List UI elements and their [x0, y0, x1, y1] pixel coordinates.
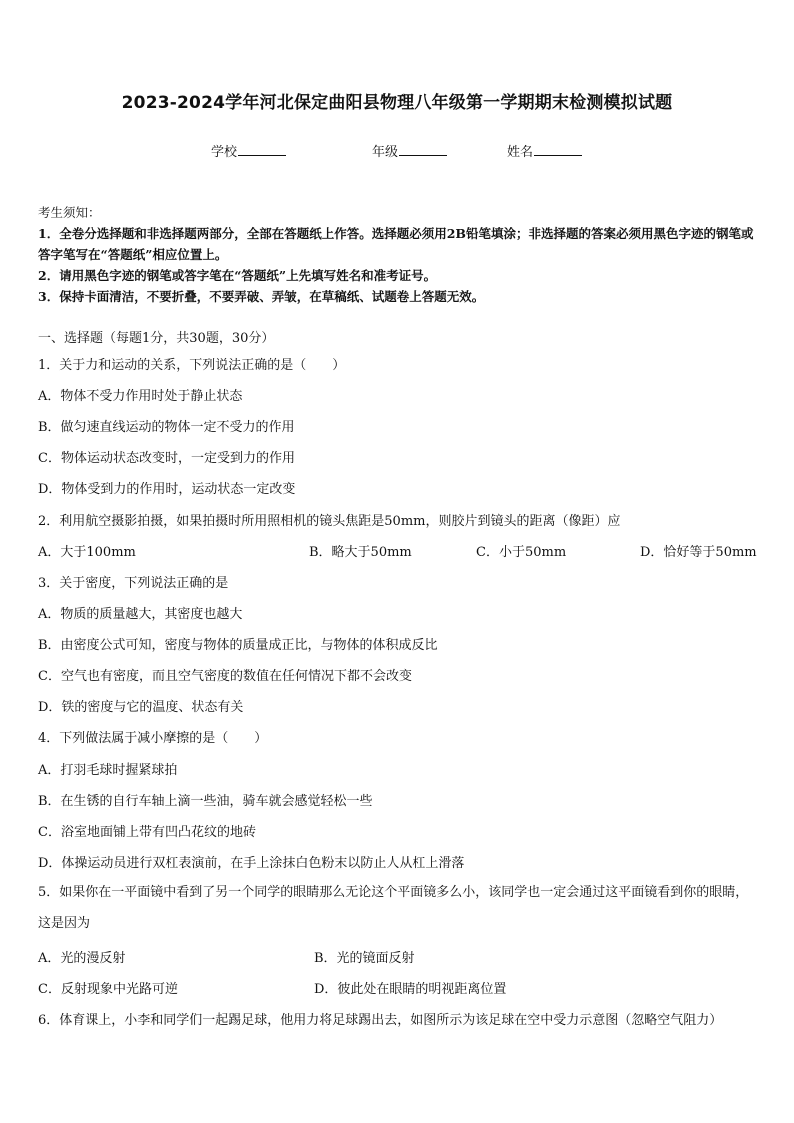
question-3-option-d: D．铁的密度与它的温度、状态有关 [38, 700, 244, 715]
question-4-stem: 4．下列做法属于减小摩擦的是（ ） [38, 731, 268, 746]
question-1-option-a: A．物体不受力作用时处于静止状态 [38, 389, 243, 404]
candidate-notice [38, 202, 758, 307]
question-5-option-b: B．光的镜面反射 [314, 951, 415, 966]
question-5-option-d: D．彼此处在眼睛的明视距离位置 [314, 982, 507, 997]
grade-field [372, 141, 447, 160]
grade-label: 年级 [372, 145, 399, 160]
school-field [211, 141, 286, 160]
exam-title: 2023-2024学年河北保定曲阳县物理八年级第一学期期末检测模拟试题 [121, 93, 673, 113]
question-4-option-d: D．体操运动员进行双杠表演前，在手上涂抹白色粉末以防止人从杠上滑落 [38, 856, 465, 871]
notice-item: 2．请用黑色字迹的钢笔或答字笔在“答题纸”上先填写姓名和准考证号。 [38, 268, 437, 283]
question-5-option-a: A．光的漫反射 [38, 951, 126, 966]
question-3-option-a: A．物质的质量越大，其密度也越大 [38, 607, 243, 622]
question-2-options [38, 541, 758, 561]
question-6-stem: 6．体育课上，小李和同学们一起踢足球，他用力将足球踢出去，如图所示为该足球在空中受力示意图（忽略空气阻力） [38, 1013, 723, 1028]
notice-item: 1．全卷分选择题和非选择题两部分，全部在答题纸上作答。选择题必须用2B铅笔填涂；非选择题的答案必须用黑色字迹的钢笔或答字笔写在“答题纸”相应位置上。 [38, 226, 754, 262]
question-1-stem: 1．关于力和运动的关系，下列说法正确的是（ ） [38, 358, 346, 373]
question-3-option-b: B．由密度公式可知，密度与物体的质量成正比，与物体的体积成反比 [38, 638, 438, 653]
question-3-stem: 3．关于密度，下列说法正确的是 [38, 576, 229, 591]
question-5-stem: 5．如果你在一平面镜中看到了另一个同学的眼睛那么无论这个平面镜多么小，该同学也一定会通过这平面镜看到你的眼睛，这是因为 [38, 885, 749, 931]
question-1-option-d: D．物体受到力的作用时，运动状态一定改变 [38, 482, 296, 497]
question-4-option-c: C．浴室地面铺上带有凹凸花纹的地砖 [38, 825, 256, 840]
question-3-option-c: C．空气也有密度，而且空气密度的数值在任何情况下都不会改变 [38, 669, 412, 684]
question-5-options-row-2 [38, 978, 758, 998]
question-1-option-b: B．做匀速直线运动的物体一定不受力的作用 [38, 420, 295, 435]
section-heading: 一、选择题（每题1分，共30题，30分） [38, 331, 275, 346]
school-blank [238, 143, 286, 156]
question-2-option-a: A．大于100mm [38, 545, 136, 560]
question-4-option-b: B．在生锈的自行车轴上滴一些油，骑车就会感觉轻松一些 [38, 794, 373, 809]
question-1-option-c: C．物体运动状态改变时，一定受到力的作用 [38, 451, 295, 466]
question-4-option-a: A．打羽毛球时握紧球拍 [38, 763, 178, 778]
name-label: 姓名 [507, 145, 534, 160]
question-5-options-row-1 [38, 947, 758, 967]
question-5-option-c: C．反射现象中光路可逆 [38, 982, 178, 997]
notice-item: 3．保持卡面清洁，不要折叠，不要弄破、弄皱，在草稿纸、试题卷上答题无效。 [38, 289, 485, 304]
notice-heading: 考生须知： [38, 205, 101, 220]
grade-blank [399, 143, 447, 156]
question-2-option-d: D．恰好等于50mm [640, 545, 757, 560]
name-field [507, 141, 582, 160]
name-blank [534, 143, 582, 156]
question-2-stem: 2．利用航空摄影拍摄，如果拍摄时所用照相机的镜头焦距是50mm，则胶片到镜头的距离（像距）应 [38, 514, 621, 529]
student-info-row [0, 141, 794, 161]
question-2-option-b: B．略大于50mm [309, 545, 412, 560]
question-2-option-c: C．小于50mm [476, 545, 567, 560]
school-label: 学校 [211, 145, 238, 160]
